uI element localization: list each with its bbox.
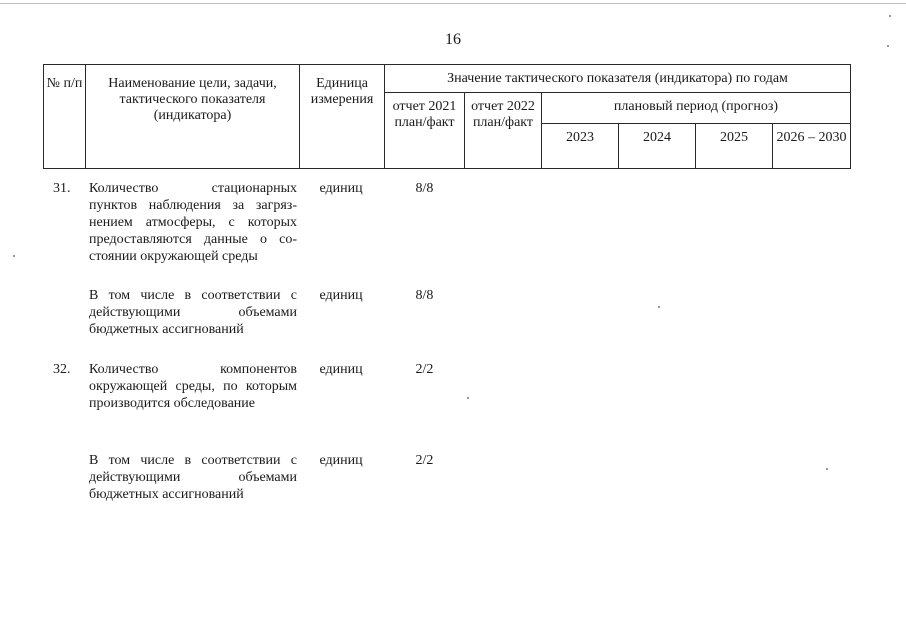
- header-plan-period: плановый период (прогноз): [542, 93, 851, 124]
- scan-speck: [826, 468, 828, 470]
- row-description: В том числе в соответствии с действующими объемами бюджетных ассигнований: [89, 288, 297, 337]
- header-year-2024: 2024: [619, 124, 696, 169]
- scan-speck: [13, 255, 15, 257]
- header-report-2021: отчет 2021 план/факт: [385, 93, 465, 169]
- row-description: Количество компонентов окружающей среды, по которым производится обследование: [89, 362, 297, 411]
- indicator-table-header: [43, 64, 851, 169]
- header-year-2023: 2023: [542, 124, 619, 169]
- row-unit: единиц: [319, 288, 363, 303]
- header-year-2026-2030: 2026 – 2030: [773, 124, 851, 169]
- scan-speck: [887, 45, 889, 47]
- page-number: 16: [445, 31, 461, 48]
- row-description: Количество стационарных пунктов наблюдения за загрязнением атмосферы, с которых предоставляются данные о состоянии окружающей среды: [89, 181, 297, 264]
- row-value-2021: 2/2: [415, 453, 434, 468]
- header-report-2022: отчет 2022 план/факт: [465, 93, 542, 169]
- row-description: В том числе в соответствии с действующими объемами бюджетных ассигнований: [89, 453, 297, 502]
- row-number: 32.: [53, 362, 71, 377]
- header-col-values: Значение тактического показателя (индикатора) по годам: [385, 65, 851, 93]
- header-year-2025: 2025: [696, 124, 773, 169]
- row-number: 31.: [53, 181, 71, 196]
- header-col-name: Наименование цели, задачи, тактического показателя (индикатора): [86, 65, 300, 169]
- row-unit: единиц: [319, 181, 363, 196]
- header-col-number: № п/п: [44, 65, 86, 169]
- row-value-2021: 2/2: [415, 362, 434, 377]
- scan-edge-line: [0, 3, 906, 4]
- row-unit: единиц: [319, 453, 363, 468]
- row-value-2021: 8/8: [415, 288, 434, 303]
- scan-speck: [467, 397, 469, 399]
- scan-speck: [889, 15, 891, 17]
- scan-speck: [658, 306, 660, 308]
- header-col-unit: Единица измерения: [300, 65, 385, 169]
- row-unit: единиц: [319, 362, 363, 377]
- row-value-2021: 8/8: [415, 181, 434, 196]
